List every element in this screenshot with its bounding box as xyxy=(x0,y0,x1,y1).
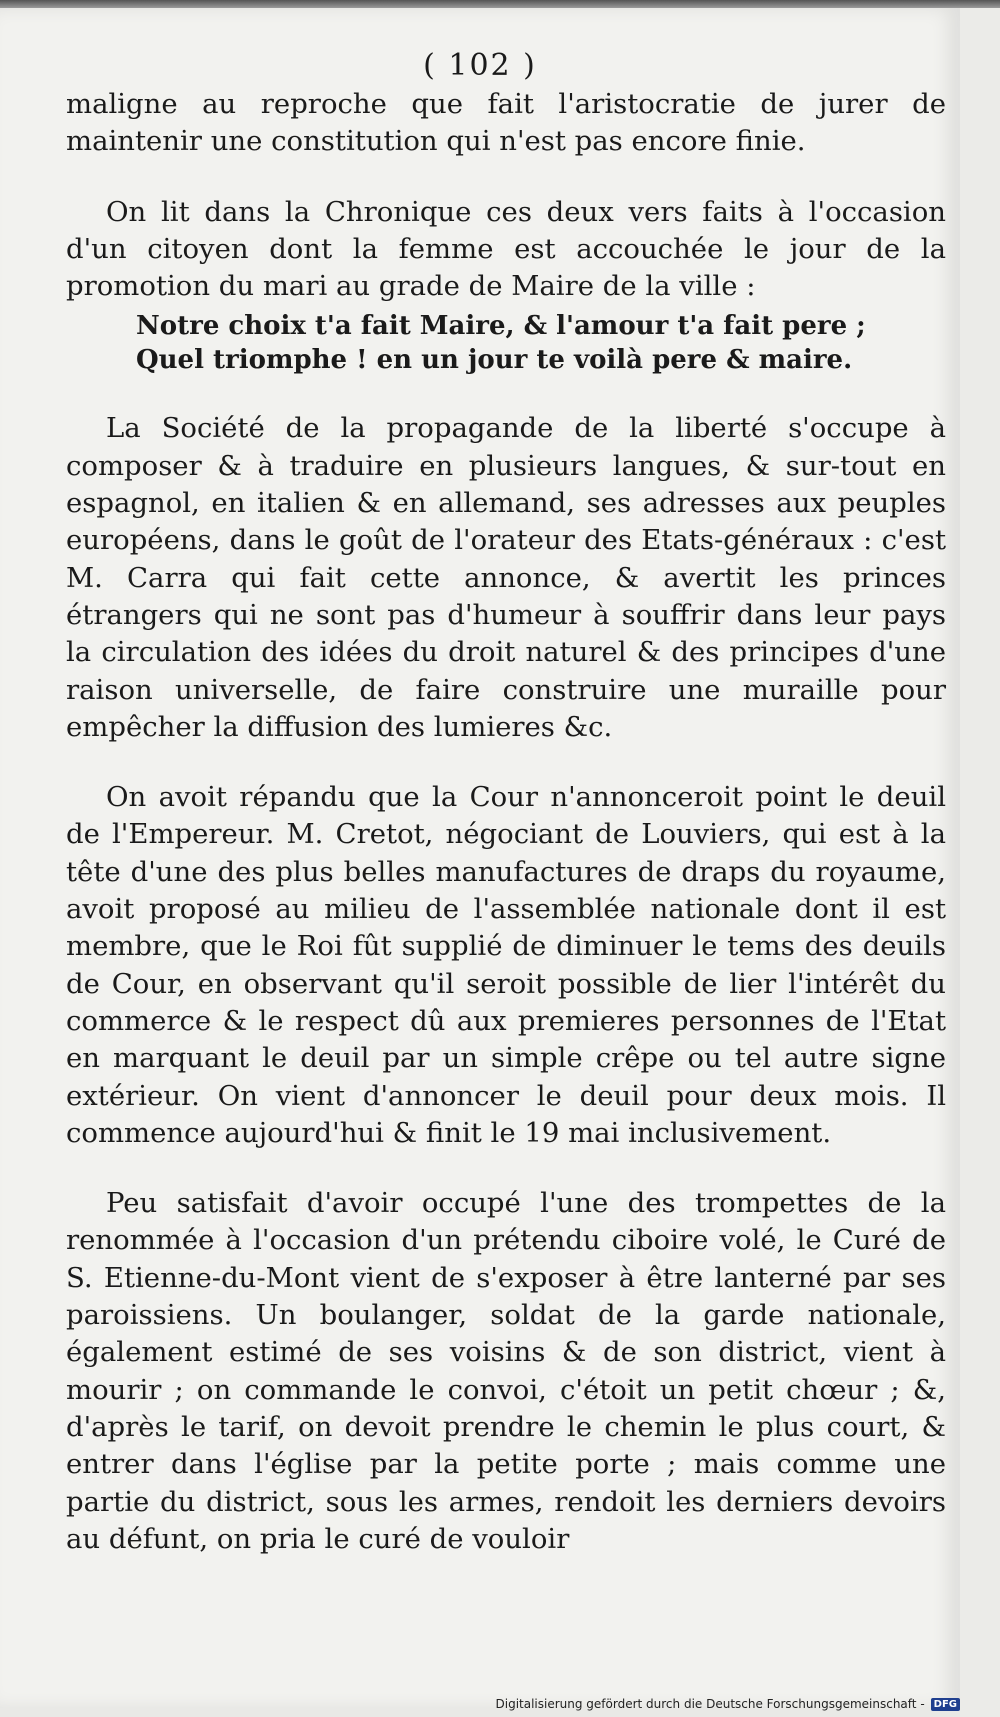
paragraph-5: Peu satisfait d'avoir occupé l'une des trompettes de la renommée à l'occasion d'un prétendu ciboire volé, le Curé de S. Etienne-du-Mont vient de s'exposer à être lanterné par ses paroissiens. Un boulanger, soldat de la garde nationale, également estimé de ses voisins & de son district, vient à mourir ; on commande le convoi, c'étoit un petit chœur ; &, d'après le tarif, on devoit prendre le chemin le plus court, & entrer dans l'église par la petite porte ; mais comme une partie du district, sous les armes, rendoit les derniers devoirs au défunt, on pria le curé de vouloir xyxy=(66,1187,946,1555)
top-border xyxy=(0,0,1000,8)
verse-line-1: Notre choix t'a fait Maire, & l'amour t'a fait pere ; xyxy=(136,311,866,342)
page-number: ( 102 ) xyxy=(423,48,537,83)
dfg-logo: DFG xyxy=(931,1698,960,1711)
footer xyxy=(496,1697,961,1711)
body-text xyxy=(66,86,946,1591)
right-margin xyxy=(960,8,1000,1717)
verse-line-2: Quel triomphe ! en un jour te voilà pere & maire. xyxy=(136,345,853,376)
paragraph-3: La Société de la propagande de la liberté s'occupe à composer & à traduire en plusieurs langues, & sur-tout en espagnol, en italien & en allemand, ses adresses aux peuples européens, dans le goût de l'orateur des Etats-généraux : c'est M. Carra qui fait cette annonce, & avertit les princes étrangers qui ne sont pas d'humeur à souffrir dans leur pays la circulation des idées du droit naturel & des principes d'une raison universelle, de faire construire une muraille pour empêcher la diffusion des lumieres &c. xyxy=(66,412,946,743)
scanned-page xyxy=(0,8,960,1708)
paragraph-2: On lit dans la Chronique ces deux vers faits à l'occasion d'un citoyen dont la femme est accouchée le jour de la promotion du mari au grade de Maire de la ville : xyxy=(66,195,946,303)
verse xyxy=(66,309,946,377)
footer-text: Digitalisierung gefördert durch die Deutsche Forschungsgemeinschaft - xyxy=(495,1697,925,1711)
paragraph-4: On avoit répandu que la Cour n'annonceroit point le deuil de l'Empereur. M. Cretot, négociant de Louviers, qui est à la tête d'une des plus belles manufactures de draps du royaume, avoit proposé au milieu de l'assemblée nationale dont il est membre, que le Roi fût supplié de diminuer le tems des deuils de Cour, en observant qu'il seroit possible de lier l'intérêt du commerce & le respect dû aux premieres personnes de l'Etat en marquant le deuil par un simple crêpe ou tel autre signe extérieur. On vient d'annoncer le deuil pour deux mois. Il commence aujourd'hui & finit le 19 mai inclusivement. xyxy=(66,781,946,1149)
paragraph-1: maligne au reproche que fait l'aristocratie de jurer de maintenir une constitution qui n'est pas encore finie. xyxy=(66,88,946,158)
